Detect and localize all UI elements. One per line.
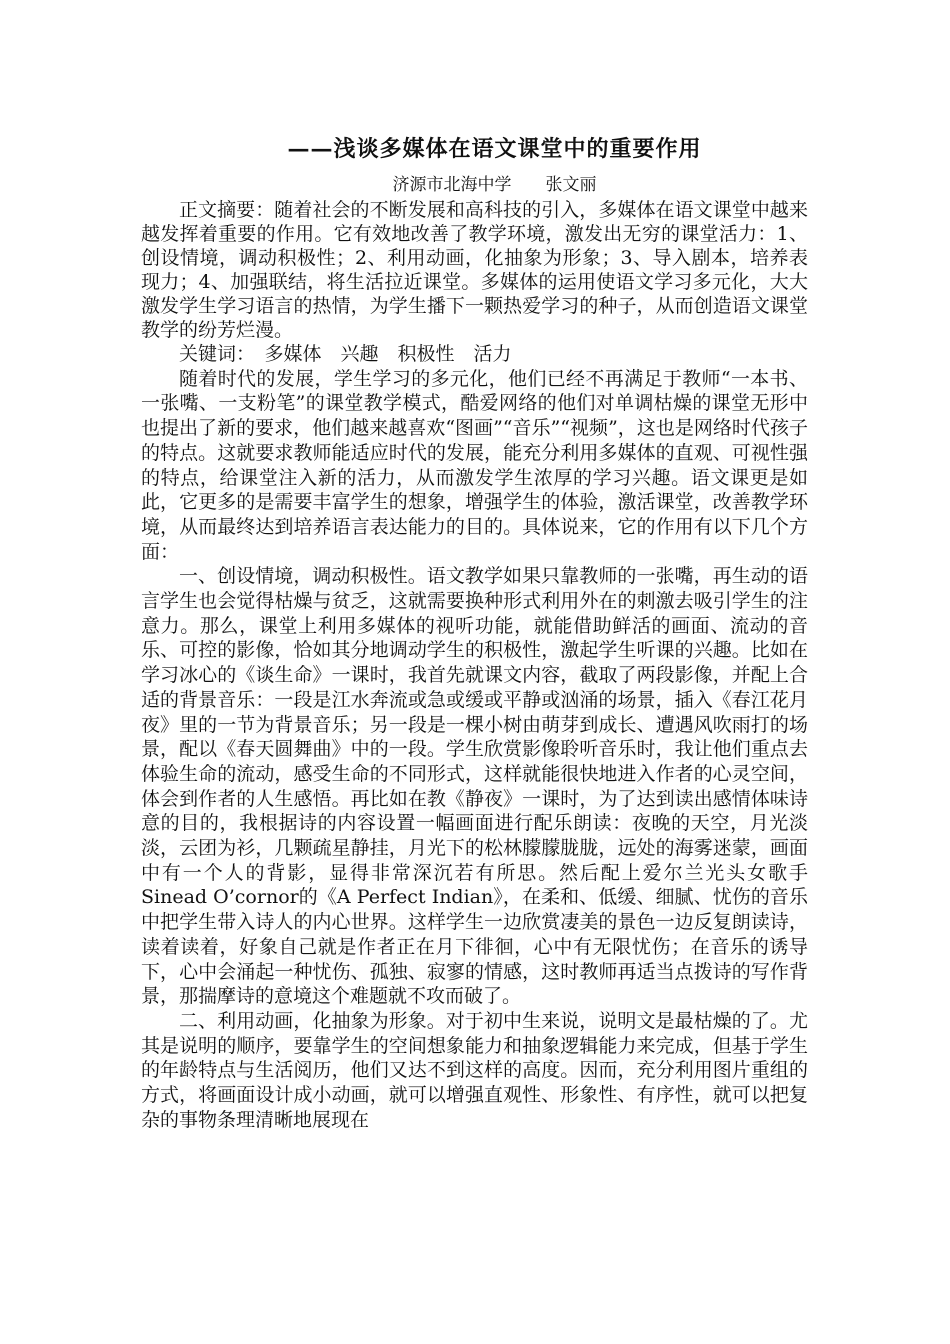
abstract-paragraph: 正文摘要：随着社会的不断发展和高科技的引入，多媒体在语文课堂中越来越发挥着重要的作用。它有效地改善了教学环境，激发出无穷的课堂活力：1、创设情境，调动积极性；2、利用动画，化抽象为形象；3、导入剧本，培养表现力；4、加强联结，将生活拉近课堂。多媒体的运用使语文学习多元化，大大激发学生学习语言的热情，为学生播下一颗热爱学习的种子，从而创造语文课堂教学的纷芳烂漫。 bbox=[141, 199, 808, 341]
document-title: ——浅谈多媒体在语文课堂中的重要作用 bbox=[287, 136, 702, 162]
document-page bbox=[141, 130, 808, 1133]
body-paragraph-intro: 随着时代的发展，学生学习的多元化，他们已经不再满足于教师“一本书、一张嘴、一支粉笔”的课堂教学模式，酷爱网络的他们对单调枯燥的课堂无形中也提出了新的要求，他们越来越喜欢“图画”“音乐”“视频”，这也是网络时代孩子的特点。这就要求教师能适应时代的发展，能充分利用多媒体的直观、可视性强的特点，给课堂注入新的活力，从而激发学生浓厚的学习兴趣。语文课更是如此，它更多的是需要丰富学生的想象，增强学生的体验，激活课堂，改善教学环境，从而最终达到培养语言表达能力的目的。具体说来，它的作用有以下几个方面： bbox=[141, 367, 808, 563]
author-byline: 济源市北海中学 张文丽 bbox=[392, 175, 597, 195]
body-paragraph-section-2: 二、利用动画，化抽象为形象。对于初中生来说，说明文是最枯燥的了。尤其是说明的顺序，要靠学生的空间想象能力和抽象逻辑能力来完成，但基于学生的年龄特点与生活阅历，他们又达不到这样的高度。因而，充分利用图片重组的方式，将画面设计成小动画，就可以增强直观性、形象性、有序性，就可以把复杂的事物条理清晰地展现在 bbox=[141, 1009, 808, 1131]
body-paragraph-section-1: 一、创设情境，调动积极性。语文教学如果只靠教师的一张嘴，再生动的语言学生也会觉得枯燥与贫乏，这就需要换种形式利用外在的刺激去吸引学生的注意力。那么，课堂上利用多媒体的视听功能，就能借助鲜活的画面、流动的音乐、可控的影像，恰如其分地调动学生的积极性，激起学生听课的兴趣。比如在学习冰心的《谈生命》一课时，我首先就课文内容，截取了两段影像，并配上合适的背景音乐：一段是江水奔流或急或缓或平静或汹涌的场景，插入《春江花月夜》里的一节为背景音乐；另一段是一棵小树由萌芽到成长、遭遇风吹雨打的场景，配以《春天圆舞曲》中的一段。学生欣赏影像聆听音乐时，我让他们重点去体验生命的流动，感受生命的不同形式，这样就能很快地进入作者的心灵空间，体会到作者的人生感悟。再比如在教《静夜》一课时，为了达到读出感情体味诗意的目的，我根据诗的内容设置一幅画面进行配乐朗读：夜晚的天空，月光淡淡，云团为衫，几颗疏星静挂，月光下的松林朦朦胧胧，远处的海雾迷蒙，画面中有一个人的背影，显得非常深沉若有所思。然后配上爱尔兰光头女歌手Sinead O’cornor的《A Perfect Indian》，在柔和、低缓、细腻、忧伤的音乐中把学生带入诗人的内心世界。这样学生一边欣赏凄美的景色一边反复朗读诗，读着读着，好象自己就是作者正在月下徘徊，心中有无限忧伤；在音乐的诱导下，心中会涌起一种忧伤、孤独、寂寥的情感，这时教师再适当点拨诗的写作背景，那揣摩诗的意境这个难题就不攻而破了。 bbox=[141, 565, 808, 1008]
keywords-line: 关键词： 多媒体 兴趣 积极性 活力 bbox=[179, 343, 512, 365]
